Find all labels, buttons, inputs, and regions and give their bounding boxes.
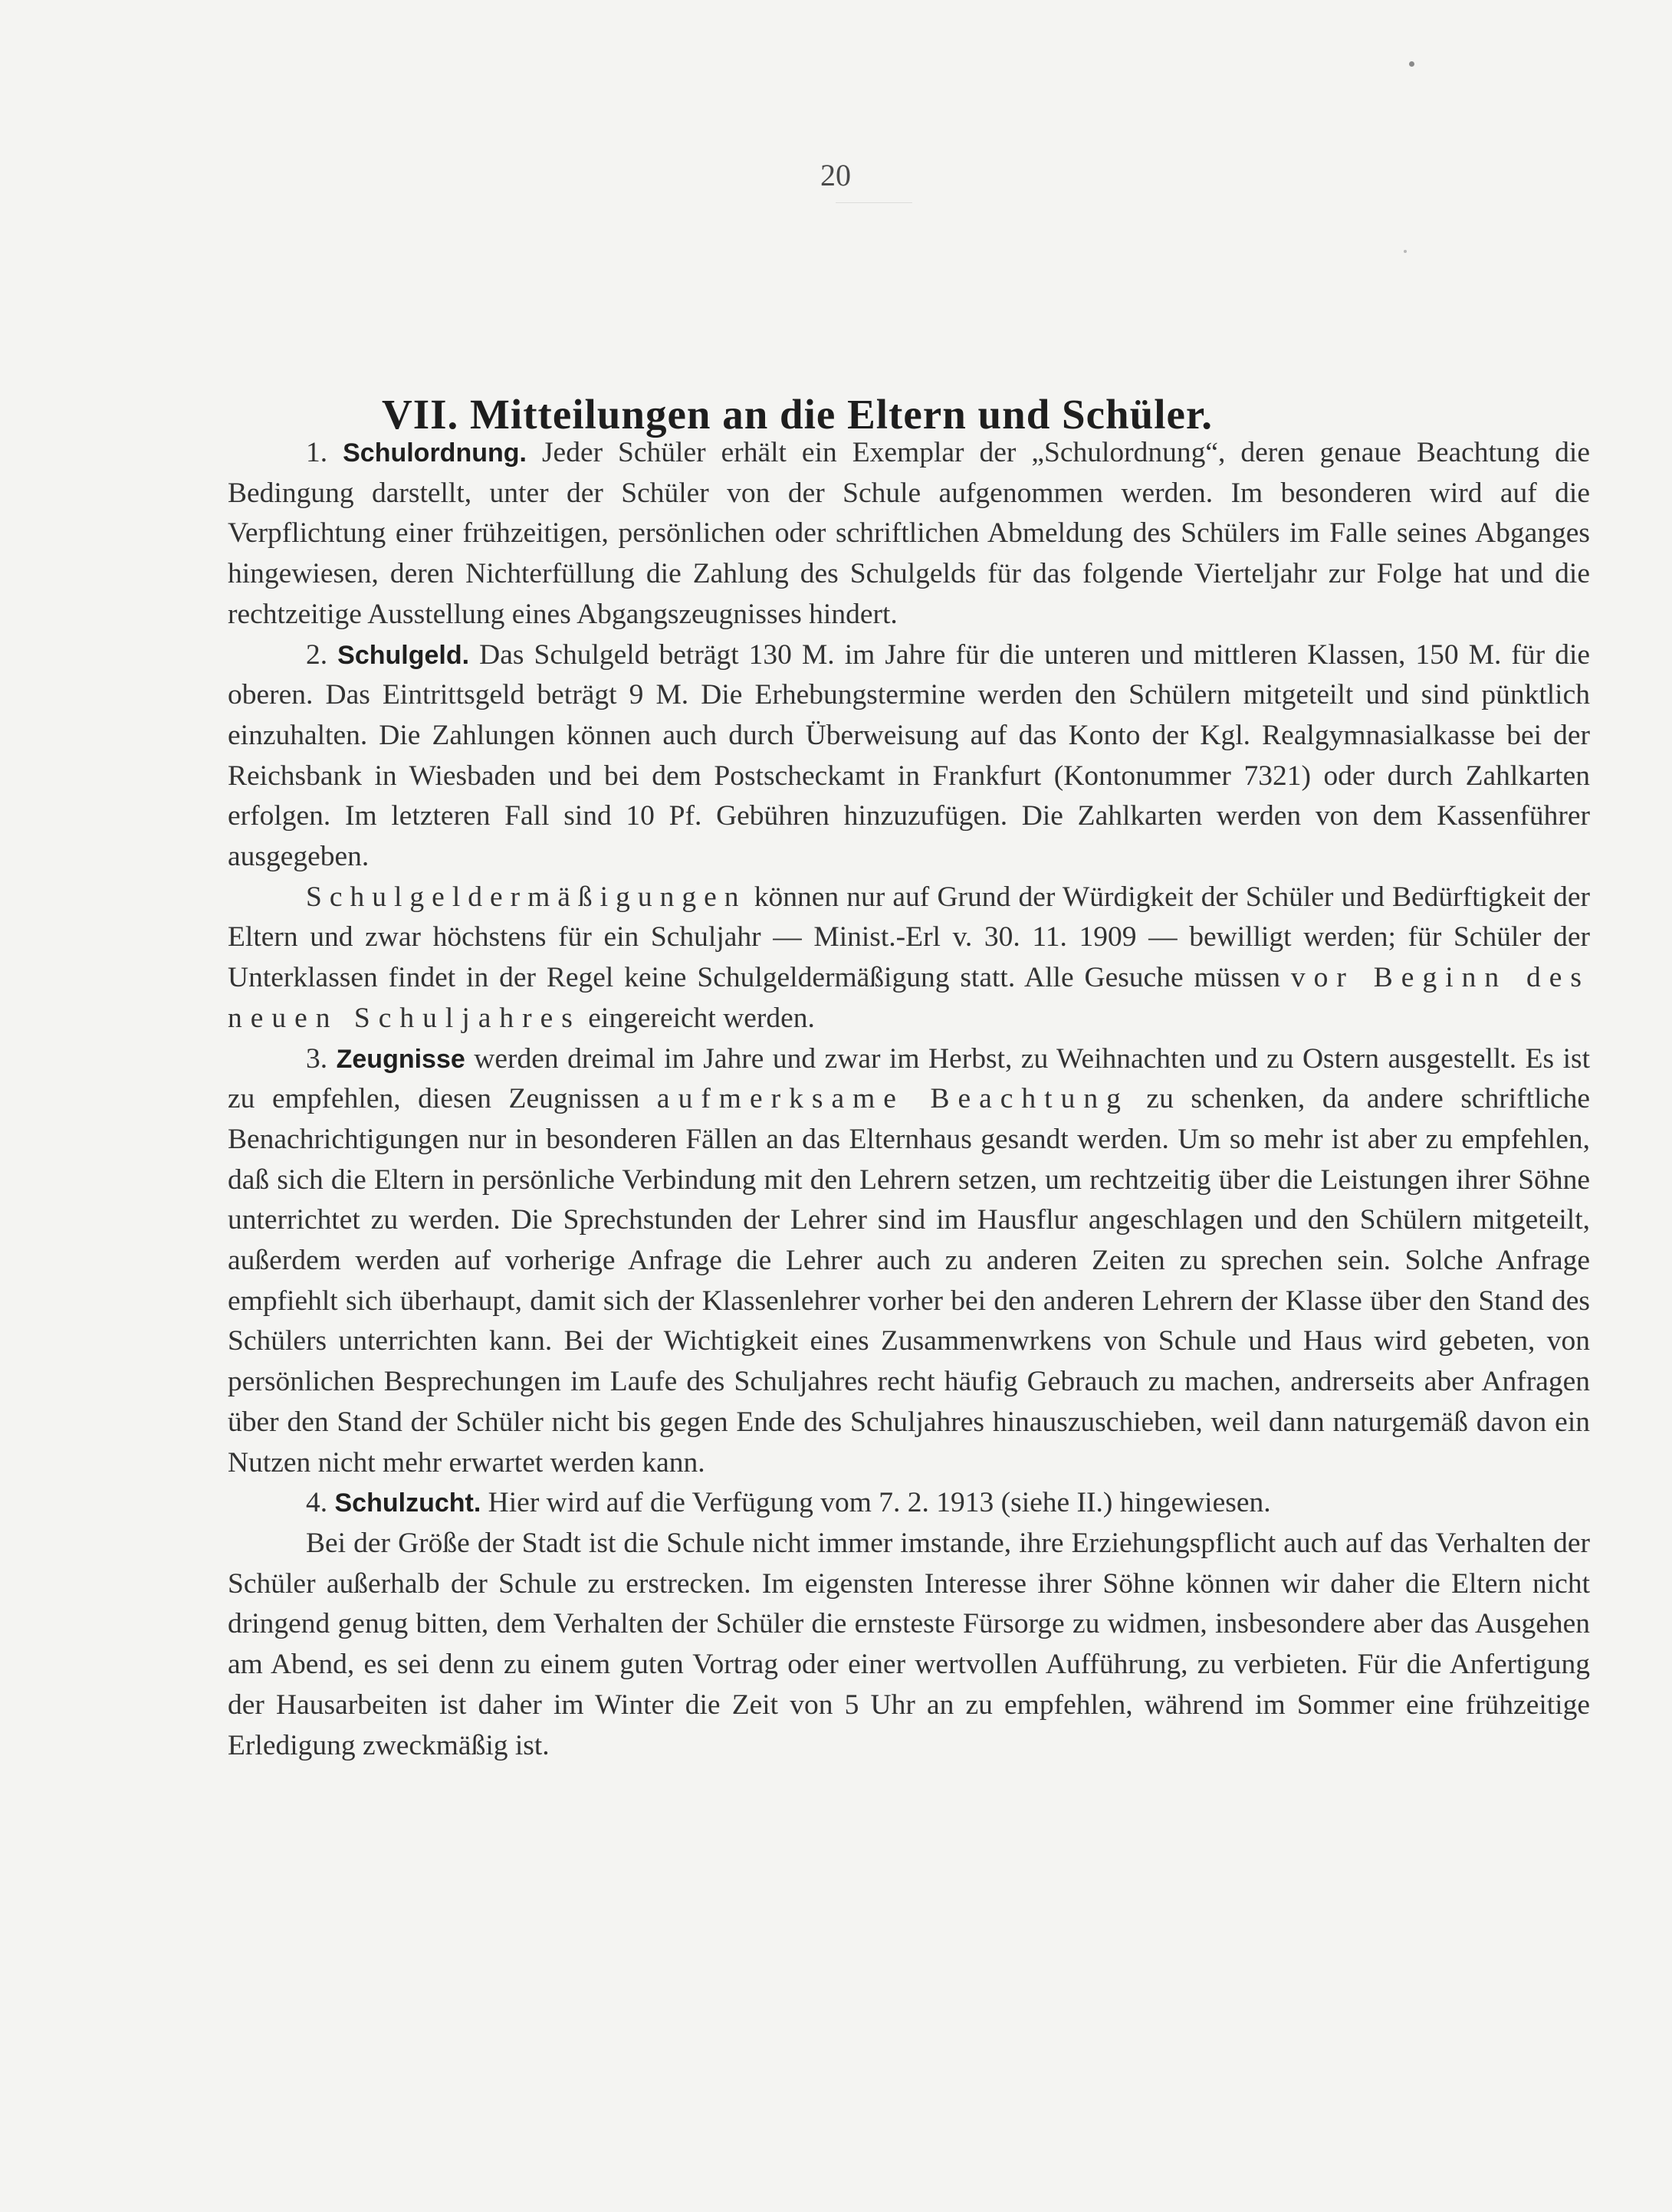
scan-speck [1409, 61, 1414, 67]
section-4-text: Hier wird auf die Verfügung vom 7. 2. 1913 (siehe II.) hingewiesen. [488, 1487, 1271, 1519]
section-3-number: 3. [306, 1042, 328, 1075]
section-3-heading: Zeugnisse [336, 1044, 465, 1074]
section-2-heading: Schulgeld. [337, 640, 470, 670]
section-2-paragraph-2 [228, 878, 1590, 1039]
page-number: 20 [820, 158, 851, 192]
section-1-text: Jeder Schüler erhält ein Exemplar der „Schulordnung“, deren genaue Beachtung die Bedingung darstellt, unter der Schüler von der Schule aufgenommen werden. Im besonderen wird auf die Verpflichtung einer frühzeitigen, persönlichen oder schriftlichen Abmeldung des Schülers im Falle seines Abganges hingewiesen, deren Nichterfüllung die Zahlung des Schulgelds für das folgende Vierteljahr zur Folge hat und die rechtzeitige Ausstellung eines Abgangszeugnisses hindert. [228, 437, 1590, 630]
section-2-spaced-term: Schulgeldermäßigungen [306, 881, 747, 913]
section-3-text-b: zu schenken, da andere schriftliche Benachrichtigungen nur in besonderen Fällen an das Elternhaus gesandt werden. Um so mehr ist aber zu empfehlen, daß sich die Eltern in persönliche Verbindung mit den Lehrern setzen, um rechtzeitig über die Leistungen ihrer Söhne unterrichtet zu werden. Die Sprechstunden der Lehrer sind im Hausflur angeschlagen und den Schülern mitgeteilt, außerdem werden auf vorherige Anfrage die Lehrer auch zu anderen Zeiten zu sprechen sein. Solche Anfrage empfiehlt sich überhaupt, damit sich der Klassenlehrer vorher bei den anderen Lehrern der Klasse über den Stand des Schülers unterrichten kann. Bei der Wichtigkeit eines Zusammenwrkens von Schule und Haus wird gebeten, von persönlichen Besprechungen im Laufe des Schuljahres recht häufig Gebrauch zu machen, andrerseits aber Anfragen über den Stand der Schüler nicht bis gegen Ende des Schuljahres hinauszuschieben, weil dann naturgemäß davon ein Nutzen nicht mehr erwartet werden kann. [228, 1083, 1590, 1478]
section-3-spaced-phrase: aufmerksame Beachtung [656, 1083, 1129, 1115]
section-2-paragraph [228, 635, 1590, 878]
scan-speck [1404, 250, 1407, 253]
section-4-number: 4. [306, 1487, 328, 1519]
section-4-heading: Schulzucht. [334, 1488, 481, 1518]
section-2-text: Das Schulgeld beträgt 130 M. im Jahre für die unteren und mittleren Klassen, 150 M. für die oberen. Das Eintrittsgeld beträgt 9 M. Die Erhebungstermine werden den Schülern mitgeteilt und sind pünktlich einzuhalten. Die Zahlungen können auch durch Überweisung auf das Konto der Kgl. Realgymnasialkasse bei der Reichsbank in Wiesbaden und bei dem Postscheckamt in Frankfurt (Kontonummer 7321) oder durch Zahlkarten erfolgen. Im letzteren Fall sind 10 Pf. Gebühren hinzuzufügen. Die Zahlkarten werden von dem Kassenführer ausgegeben. [228, 638, 1591, 873]
section-3-paragraph [228, 1039, 1590, 1484]
section-2-text-b: eingereicht werden. [588, 1002, 815, 1034]
chapter-title: VII. Mitteilungen an die Eltern und Schüler. [381, 390, 1214, 438]
section-2-number: 2. [306, 638, 328, 671]
section-4-paragraph [228, 1483, 1590, 1524]
page-number-rule [836, 202, 912, 203]
section-4-paragraph-2 [228, 1524, 1590, 1766]
section-4-text-2: Bei der Größe der Stadt ist die Schule nicht immer imstande, ihre Erziehungspflicht auch auf das Verhalten der Schüler außerhalb der Schule zu erstrecken. Im eigensten Interesse ihrer Söhne können wir daher die Eltern nicht dringend genug bitten, dem Verhalten der Schüler die ernsteste Fürsorge zu widmen, insbesondere aber das Ausgehen am Abend, es sei denn zu einem guten Vortrag oder einer wertvollen Aufführung, zu verbieten. Für die Anfertigung der Hausarbeiten ist daher im Winter die Zeit von 5 Uhr an zu empfehlen, während im Sommer eine frühzeitige Erledigung zweckmäßig ist. [228, 1527, 1590, 1761]
section-3-text-a: werden dreimal im Jahre und zwar im Herbst, zu Weihnachten und zu Ostern ausgestellt. Es ist zu empfehlen, diesen Zeugnissen [228, 1042, 1591, 1115]
section-2-text-a: können nur auf Grund der Würdigkeit der Schüler und Bedürftigkeit der Eltern und zwar höchstens für ein Schuljahr — Minist.-Erl v. 30. 11. 1909 — bewilligt werden; für Schüler der Unterklassen findet in der Regel keine Schulgeldermäßigung statt. Alle Gesuche müssen [228, 881, 1591, 994]
section-1-heading: Schulordnung. [343, 438, 527, 468]
body-text [228, 433, 1590, 1766]
section-1-paragraph [228, 433, 1590, 635]
section-2-spaced-phrase: vor Beginn des neuen Schuljahres [228, 962, 1590, 1034]
section-1-number: 1. [306, 437, 328, 468]
